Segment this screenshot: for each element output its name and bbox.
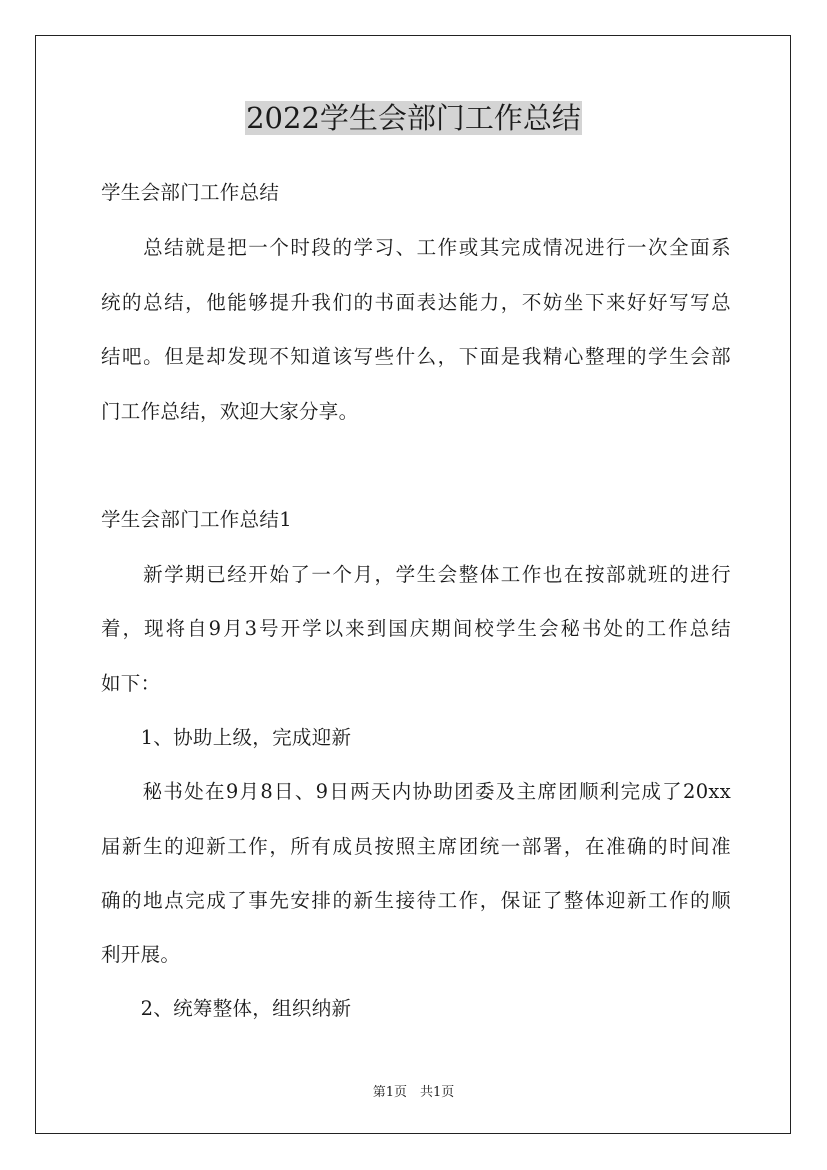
paragraph-line: 新学期已经开始了一个月，学生会整体工作也在按部就班的进行 [101,563,731,586]
paragraph-line: 届新生的迎新工作，所有成员按照主席团统一部署，在准确的时间准 [101,835,731,858]
section-heading: 学生会部门工作总结 [101,181,280,204]
subsection-heading: 1、协助上级，完成迎新 [101,726,352,749]
paragraph-line: 结吧。但是却发现不知道该写些什么，下面是我精心整理的学生会部 [101,345,731,368]
paragraph-line: 门工作总结，欢迎大家分享。 [101,400,359,423]
paragraph-line: 确的地点完成了事先安排的新生接待工作，保证了整体迎新工作的顺 [101,889,731,912]
paragraph-line: 如下： [101,672,161,695]
paragraph-line: 统的总结，他能够提升我们的书面表达能力，不妨坐下来好好写写总 [101,291,731,314]
section-heading: 学生会部门工作总结1 [101,508,292,531]
document-title: 2022学生会部门工作总结 [246,101,581,135]
paragraph-line: 着，现将自9月3号开学以来到国庆期间校学生会秘书处的工作总结 [101,617,731,640]
page-footer: 第1页 共1页 [372,1085,455,1100]
paragraph-line: 秘书处在9月8日、9日两天内协助团委及主席团顺利完成了20xx [101,780,731,803]
paragraph-line: 利开展。 [101,943,181,966]
subsection-heading: 2、统筹整体，组织纳新 [101,997,352,1020]
paragraph-line: 总结就是把一个时段的学习、工作或其完成情况进行一次全面系 [101,236,731,259]
